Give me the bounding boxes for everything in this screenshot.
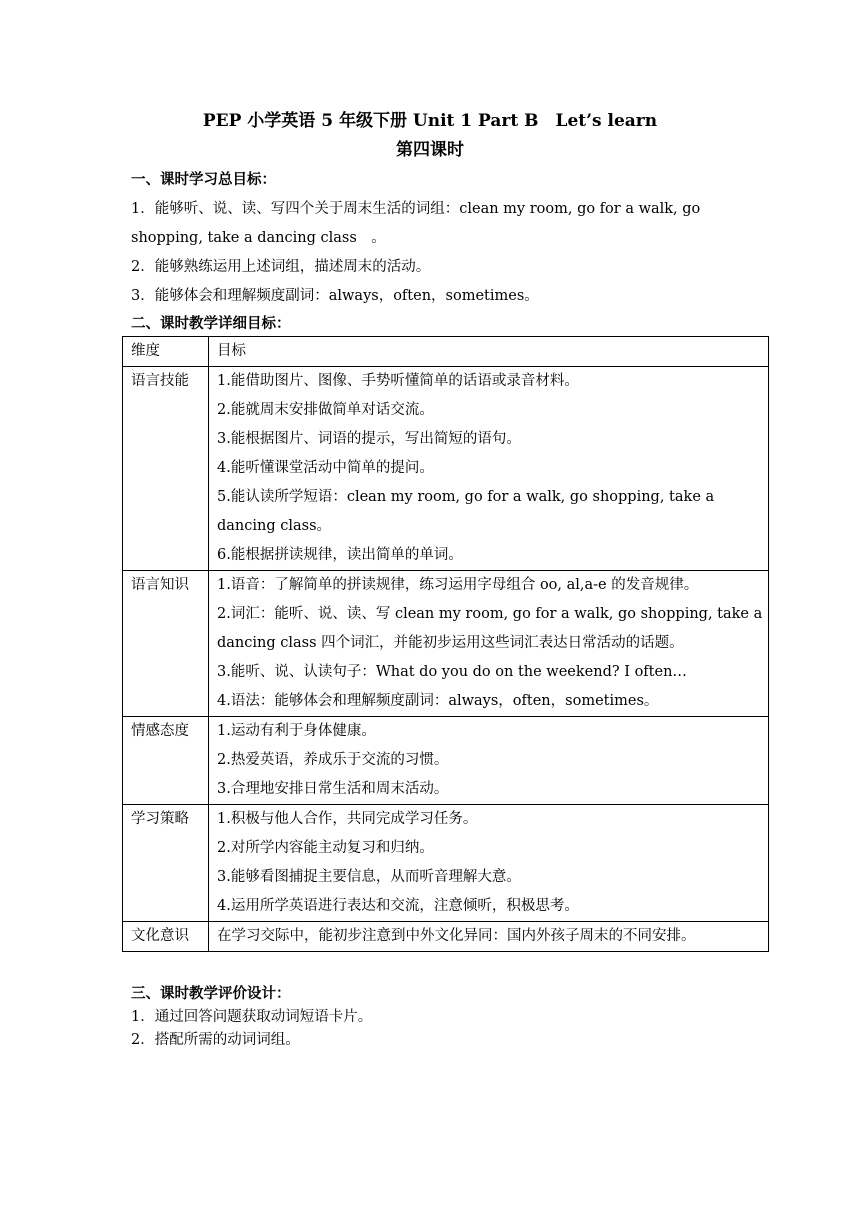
goal-line: 5.能认读所学短语：clean my room, go for a walk, go shopping, take a [217,489,715,505]
goal-line: 2.能就周末安排做简单对话交流。 [217,402,434,418]
dimension-label: 语言知识 [131,577,189,593]
table-row [123,717,769,805]
table-row [123,922,769,952]
section1-heading: 一、课时学习总目标： [131,171,276,188]
dimension-cell [123,717,209,805]
goal-line: 1.语音：了解简单的拼读规律，练习运用字母组合 oo, al,a-e 的发音规律。 [217,577,699,593]
dimension-cell [123,805,209,922]
goal-cell [209,922,769,952]
goal-cell [209,805,769,922]
document-subtitle: 第四课时 [396,140,464,160]
dimension-cell [123,367,209,571]
section1-item: 1．能够听、说、读、写四个关于周末生活的词组：clean my room, go for a walk, go [131,201,701,217]
goal-line: 2.词汇：能听、说、读、写 clean my room, go for a walk, go shopping, take a [217,606,763,622]
document-title: PEP 小学英语 5 年级下册 Unit 1 Part B Let’s learn [202,111,658,131]
dimension-label: 语言技能 [131,373,189,389]
section1-item: 3．能够体会和理解频度副词：always，often，sometimes。 [131,288,539,304]
section2-heading: 二、课时教学详细目标： [131,315,291,332]
dimension-label: 文化意识 [131,928,189,944]
goal-cell [209,367,769,571]
section3-item: 1．通过回答问题获取动词短语卡片。 [131,1009,373,1025]
section1-item: 2．能够熟练运用上述词组，描述周末的活动。 [131,259,431,275]
goal-line: 在学习交际中，能初步注意到中外文化异同：国内外孩子周末的不同安排。 [217,928,696,944]
goal-line: 4.能听懂课堂活动中简单的提问。 [217,460,434,476]
dimension-cell [123,571,209,717]
goal-line: 6.能根据拼读规律，读出简单的单词。 [217,547,463,563]
goal-line: 1.积极与他人合作，共同完成学习任务。 [217,811,478,827]
goal-line: 2.热爱英语，养成乐于交流的习惯。 [217,752,449,768]
table-row [123,805,769,922]
table-row [123,367,769,571]
goal-cell [209,571,769,717]
section3-heading: 三、课时教学评价设计： [131,985,291,1002]
objectives-table [122,336,769,952]
dimension-cell [123,922,209,952]
goal-line: 4.语法：能够体会和理解频度副词：always，often，sometimes。 [217,693,659,709]
table-header-row [123,337,769,367]
goal-line: dancing class 四个词汇，并能初步运用这些词汇表达日常活动的话题。 [217,635,684,651]
table-header-cell [123,337,209,367]
goal-line: 3.能听、说、认读句子：What do you do on the weekend? I often… [217,664,687,680]
goal-cell [209,717,769,805]
section1-item: shopping, take a dancing class 。 [131,230,386,246]
goal-line: 3.合理地安排日常生活和周末活动。 [217,781,449,797]
goal-line: 3.能够看图捕捉主要信息，从而听音理解大意。 [217,869,521,885]
table-header-cell [209,337,769,367]
goal-line: 1.运动有利于身体健康。 [217,723,376,739]
dimension-label: 学习策略 [131,811,189,827]
header-dimension: 维度 [131,343,160,359]
table-row [123,571,769,717]
dimension-label: 情感态度 [131,723,189,739]
goal-line: dancing class。 [217,518,332,534]
goal-line: 1.能借助图片、图像、手势听懂简单的话语或录音材料。 [217,373,579,389]
section3-item: 2．搭配所需的动词词组。 [131,1032,300,1048]
header-goal: 目标 [217,343,246,359]
goal-line: 4.运用所学英语进行表达和交流，注意倾听，积极思考。 [217,898,579,914]
goal-line: 2.对所学内容能主动复习和归纳。 [217,840,434,856]
goal-line: 3.能根据图片、词语的提示，写出简短的语句。 [217,431,521,447]
